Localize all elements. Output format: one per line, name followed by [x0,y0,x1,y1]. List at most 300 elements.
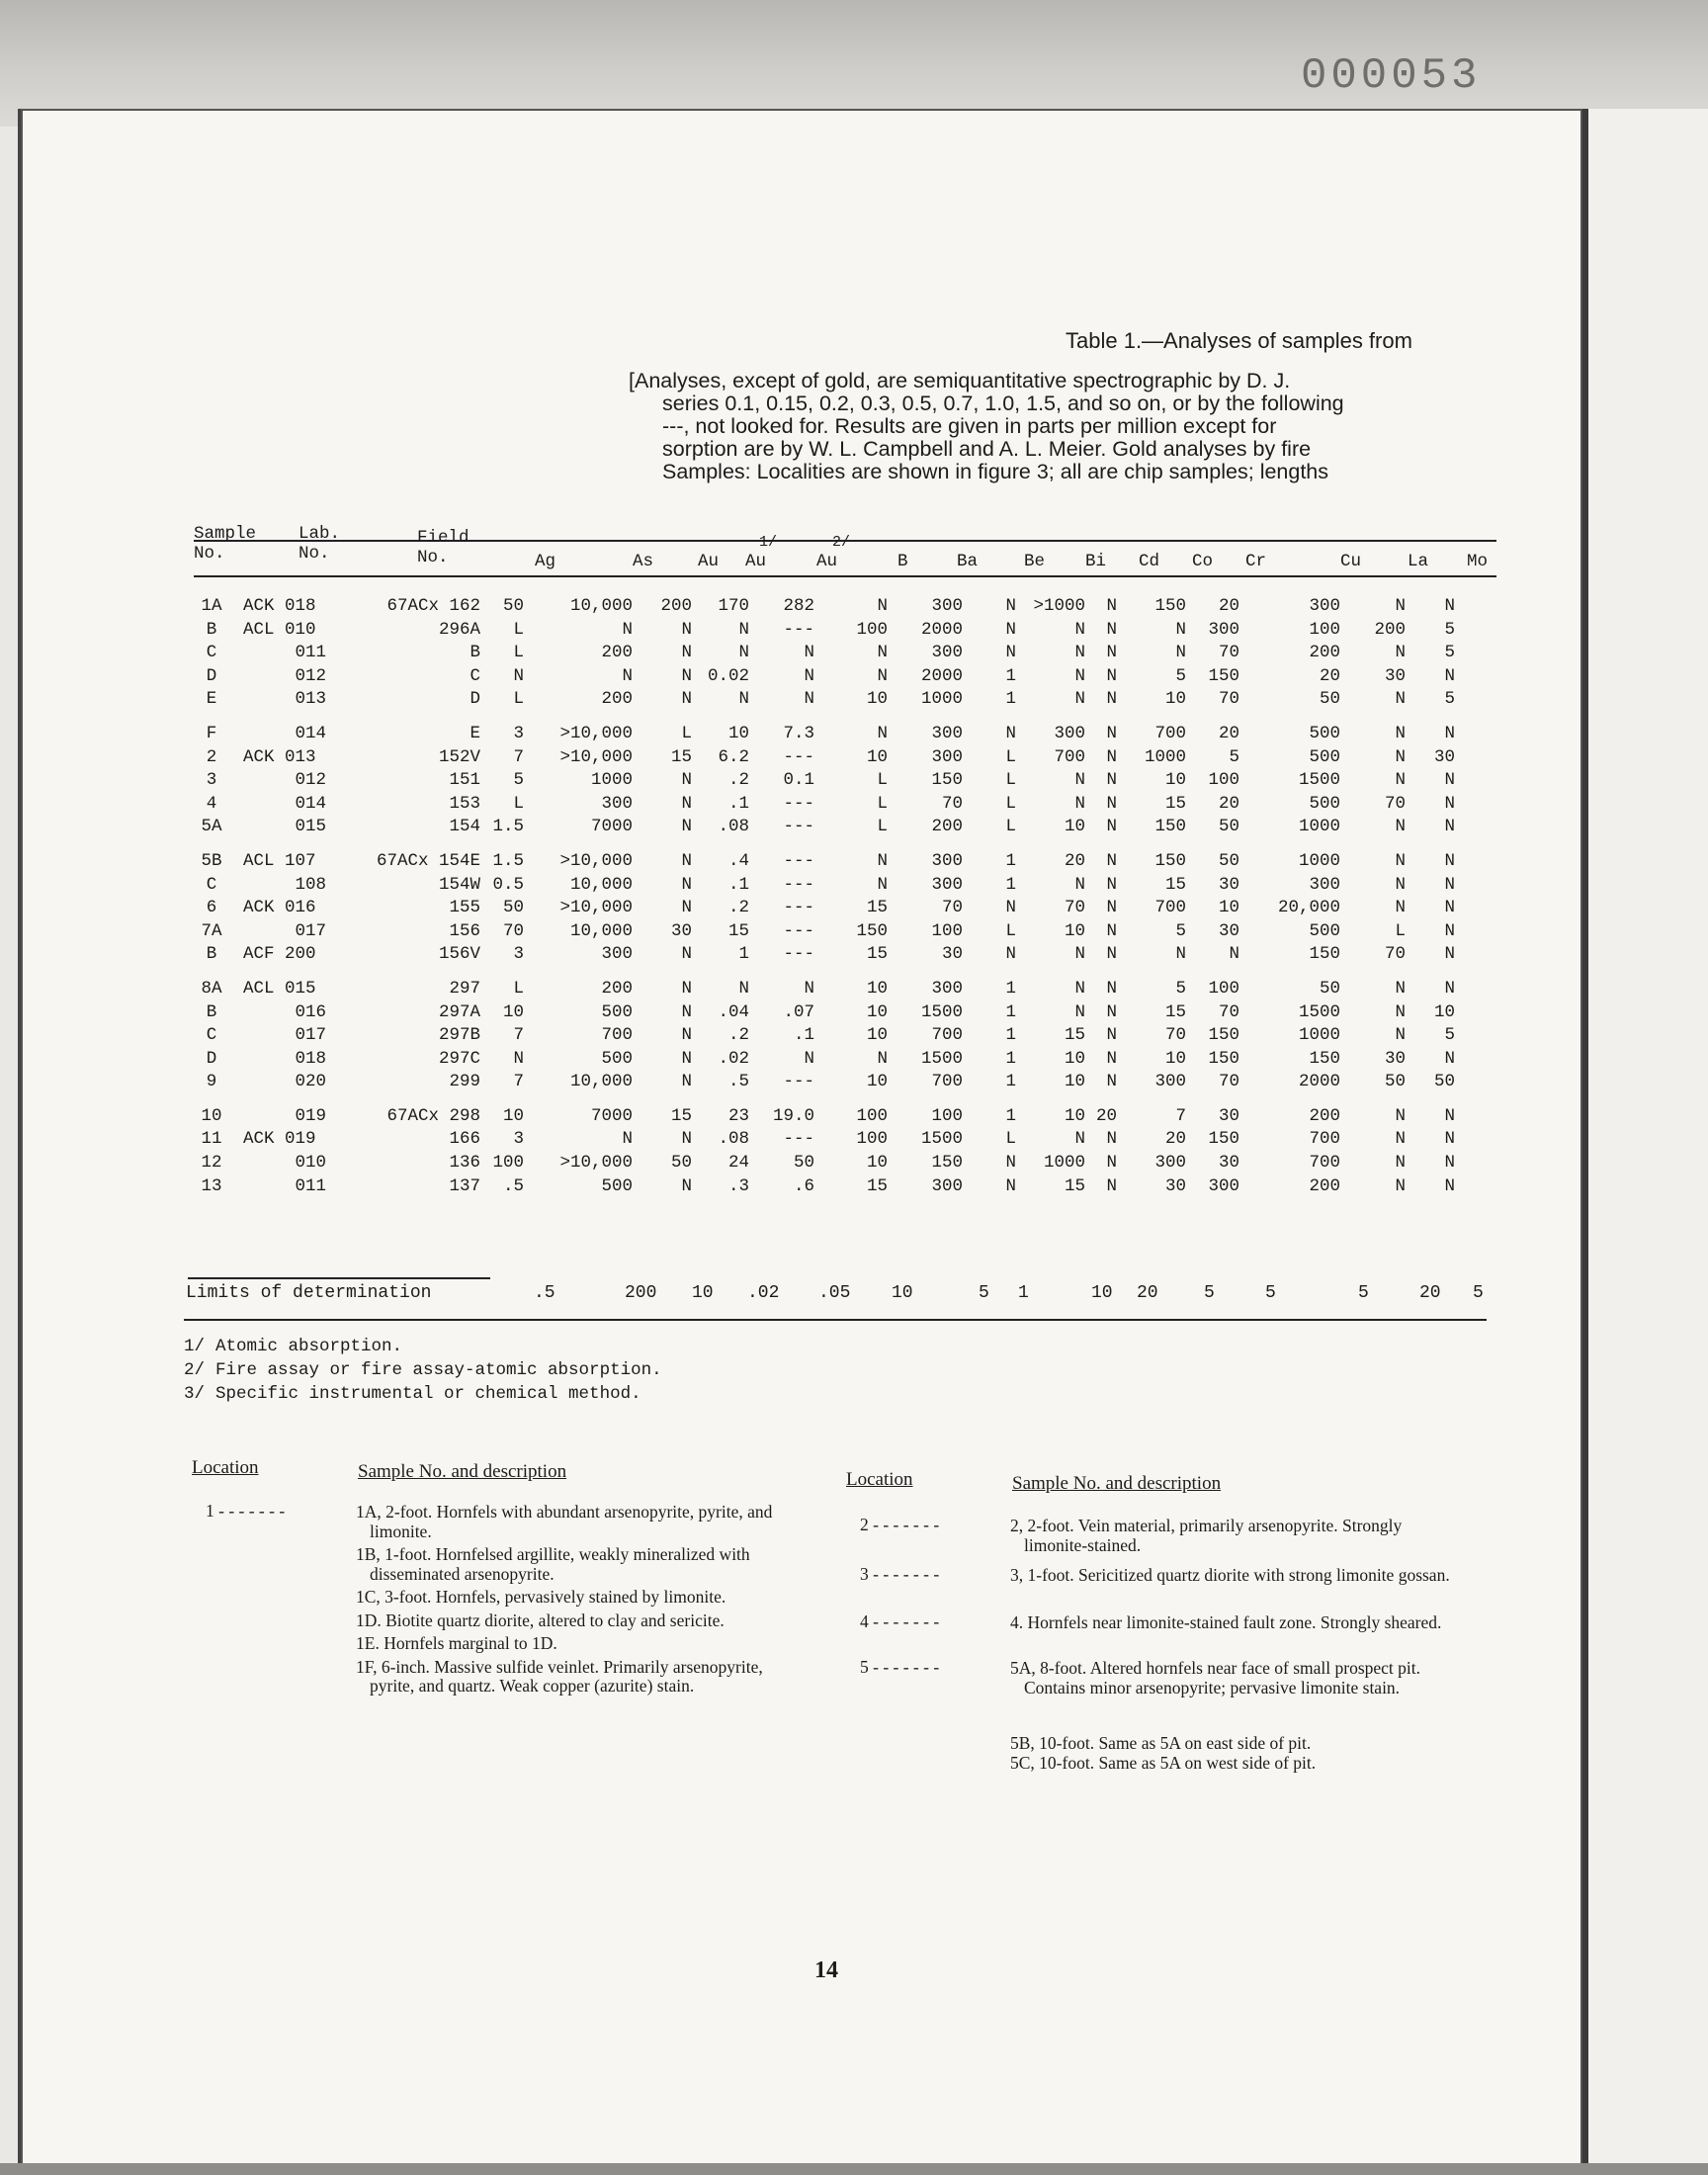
table-cell: N [681,1129,692,1150]
table-cell: N [622,1129,633,1150]
table-cell: 020 [295,1072,326,1092]
table-cell: 10 [1433,1001,1455,1022]
table-cell: 300 [931,1175,963,1196]
table-cell: N [1106,1175,1117,1196]
sample-description: 1B, 1-foot. Hornfelsed argillite, weakly mineralized with disseminated arsenopyrite. [356,1544,750,1584]
table-cell: 15 [1064,1025,1085,1046]
table-cell: 15 [670,746,692,767]
table-row [184,746,1459,770]
table-cell: 200 [1309,1105,1340,1126]
table-cell: 5 [1444,689,1455,710]
table-cell: N [1106,596,1117,616]
table-cell: 297B [438,1025,480,1046]
table-cell: 70 [1218,1001,1239,1022]
table-cell: 3 [513,944,524,965]
table-cell: 70 [1218,689,1239,710]
table-cell: N [1444,665,1455,686]
table-cell: 150 [1154,596,1186,616]
location-1-descriptions [356,1503,791,1700]
table-cell: 70 [1164,1025,1186,1046]
table-cell: L [877,817,888,837]
table-cell: 6.2 [718,746,749,767]
table-cell: 700 [931,1025,963,1046]
table-cell: N [1005,596,1016,616]
table-cell: 50 [1218,850,1239,871]
table-cell: 70 [941,898,963,918]
table-cell: 2 [206,746,217,767]
table-cell: L [681,723,692,743]
table-cell: N [1175,944,1186,965]
table-cell: 10 [866,746,888,767]
table-cell: N [1229,944,1239,965]
table-cell: N [1106,1048,1117,1069]
table-cell: B [470,643,480,663]
table-cell: .08 [718,1129,749,1150]
table-cell: 500 [1309,723,1340,743]
table-cell: 15 [866,1175,888,1196]
table-cell: N [1444,944,1455,965]
table-cell: 300 [931,874,963,895]
table-cell: N [1444,793,1455,814]
table-cell: 13 [201,1175,222,1196]
table-cell: --- [783,874,814,895]
table-cell: 014 [295,723,326,743]
table-cell: 15 [866,898,888,918]
table-cell: C [206,874,217,895]
table-cell: 30 [1218,1105,1239,1126]
table-cell: 50 [502,596,524,616]
table-cell: 30 [1218,1153,1239,1174]
table-cell: 100 [931,920,963,941]
table-cell: ACK 018 [243,596,316,616]
table-cell: N [1444,920,1455,941]
table-cell: N [1395,978,1406,999]
table-cell: 3 [206,770,217,791]
table-cell: 67ACx 298 [386,1105,480,1126]
table-cell: 5 [1444,1025,1455,1046]
table-cell: 1 [1005,665,1016,686]
table-row [184,943,1459,967]
table-cell: .1 [727,793,749,814]
header-cr-col: Cr [1245,552,1267,571]
table-cell: 7A [201,920,222,941]
table-cell: B [206,1001,217,1022]
header-sample: Sample No. [194,524,257,564]
table-cell: N [1074,770,1085,791]
table-row [184,1175,1459,1199]
table-row [184,816,1459,839]
limit-value: 5 [979,1283,989,1303]
sample-description: 1D. Biotite quartz diorite, altered to clay and sericite. [356,1610,725,1630]
table-cell: N [681,770,692,791]
table-cell: --- [783,944,814,965]
table-cell: 1 [1005,689,1016,710]
table-cell: 1000 [1043,1153,1085,1174]
table-cell: 300 [931,643,963,663]
table-cell: 15 [866,944,888,965]
table-cell: 10 [1064,1048,1085,1069]
table-cell: 50 [1384,1072,1406,1092]
table-cell: 152V [438,746,480,767]
table-cell: 1500 [1298,1001,1340,1022]
table-cell: --- [783,898,814,918]
table-cell: 10,000 [569,596,633,616]
table-cell: 156 [449,920,480,941]
table-cell: 50 [793,1153,814,1174]
location-description [1010,1754,1455,1778]
table-cell: 300 [931,850,963,871]
table-cell: 15 [1064,1175,1085,1196]
table-cell: 150 [1208,1025,1239,1046]
table-cell: N [622,665,633,686]
table-cell: 300 [1208,619,1239,640]
table-cell: 2000 [920,619,963,640]
footnote-3: 3/ Specific instrumental or chemical method. [184,1384,641,1404]
header-field: Field No. [417,528,470,567]
table-cell: N [1106,643,1117,663]
location-number: 5 - - - - - - - [860,1657,940,1677]
table-cell: 1500 [920,1001,963,1022]
header-lab: Lab. No. [299,524,341,564]
table-cell: 011 [295,643,326,663]
table-cell: 8A [201,978,222,999]
table-row [184,1128,1459,1152]
table-cell: .2 [727,770,749,791]
table-cell: 10 [502,1001,524,1022]
table-cell: 166 [449,1129,480,1150]
table-cell: 200 [601,643,633,663]
header-co-col: Co [1192,552,1214,571]
table-cell: 010 [295,1153,326,1174]
table-cell: N [1074,944,1085,965]
table-cell: N [738,643,749,663]
table-cell: N [681,898,692,918]
limit-value: 10 [892,1283,913,1303]
header-bi-col: Bi [1085,552,1107,571]
table-cell: 7 [513,1025,524,1046]
location-number: 4 - - - - - - - [860,1611,940,1631]
table-cell: ACF 200 [243,944,316,965]
location-description [1010,1659,1455,1701]
sample-description: 1E. Hornfels marginal to 1D. [356,1633,557,1653]
table-cell: 23 [727,1105,749,1126]
limit-value: .05 [818,1283,851,1303]
table-cell: 1.5 [492,817,524,837]
table-cell: --- [783,1072,814,1092]
table-cell: 7000 [590,817,633,837]
table-cell: .1 [727,874,749,895]
table-cell: 150 [1309,1048,1340,1069]
table-cell: 5 [1444,643,1455,663]
table-cell: 1 [1005,850,1016,871]
table-cell: .2 [727,1025,749,1046]
table-cell: 70 [941,793,963,814]
table-cell: 500 [1309,746,1340,767]
table-cell: N [1395,874,1406,895]
intro-line: series 0.1, 0.15, 0.2, 0.3, 0.5, 0.7, 1.0, 1.5, and so on, or by the following [662,392,1344,415]
table-cell: N [1106,850,1117,871]
table-cell: 200 [601,689,633,710]
footnote-2: 2/ Fire assay or fire assay-atomic absorption. [184,1360,662,1380]
table-cell: 012 [295,665,326,686]
table-cell: 12 [201,1153,222,1174]
table-cell: 282 [783,596,814,616]
table-cell: 100 [1309,619,1340,640]
table-cell: 297C [438,1048,480,1069]
table-cell: 300 [601,793,633,814]
table-cell: 300 [1154,1153,1186,1174]
table-cell: --- [783,793,814,814]
table-cell: N [738,619,749,640]
location-description [1010,1613,1455,1637]
table-cell: 150 [931,1153,963,1174]
table-cell: .6 [793,1175,814,1196]
table-cell: 67ACx 162 [386,596,480,616]
table-cell: N [1395,898,1406,918]
row-spacer [184,967,1459,978]
table-cell: L [1005,793,1016,814]
limit-value: .02 [747,1283,780,1303]
table-cell: --- [783,746,814,767]
analyses-table [184,595,1459,1198]
table-cell: 500 [601,1048,633,1069]
table-cell: N [1074,643,1085,663]
table-cell: N [1106,619,1117,640]
table-cell: 300 [1154,1072,1186,1092]
table-cell: 700 [1154,898,1186,918]
table-cell: L [877,793,888,814]
intro-line: sorption are by W. L. Campbell and A. L. Meier. Gold analyses by fire [662,437,1312,461]
table-cell: N [1395,596,1406,616]
table-cell: 150 [1154,817,1186,837]
table-cell: ACL 010 [243,619,316,640]
table-cell: N [1444,1153,1455,1174]
table-cell: 150 [1208,665,1239,686]
table-cell: 1000 [920,689,963,710]
table-cell: 154 [449,817,480,837]
table-cell: 150 [1154,850,1186,871]
table-cell: N [804,665,814,686]
table-cell: D [206,665,217,686]
table-cell: 30 [1218,920,1239,941]
limit-value: 10 [1091,1283,1113,1303]
table-cell: 7 [513,746,524,767]
table-cell: 170 [718,596,749,616]
table-row [184,619,1459,643]
table-cell: 0.1 [783,770,814,791]
table-cell: N [1444,874,1455,895]
table-cell: E [206,689,217,710]
table-cell: N [1106,689,1117,710]
header-la-col: La [1408,552,1429,571]
table-cell: N [1074,619,1085,640]
table-cell: 100 [856,619,888,640]
table-cell: 10 [1218,898,1239,918]
table-cell: 156V [438,944,480,965]
table-cell: N [681,1048,692,1069]
table-cell: 011 [295,1175,326,1196]
header-cu-col: Cu [1340,552,1362,571]
table-cell: N [1395,1001,1406,1022]
sample-description: 1A, 2-foot. Hornfels with abundant arsenopyrite, pyrite, and limonite. [356,1502,773,1541]
header-cd-col: Cd [1139,552,1160,571]
table-cell: 15 [1164,1001,1186,1022]
table-cell: N [1444,1048,1455,1069]
sample-description: 1F, 6-inch. Massive sulfide veinlet. Primarily arsenopyrite, pyrite, and quartz. Weak copper (azurite) stain. [356,1656,763,1696]
table-intro [629,370,1498,483]
table-cell: N [1395,1105,1406,1126]
sample-description: 5A, 8-foot. Altered hornfels near face of small prospect pit. Contains minor arsenopyrite; pervasive limonite stain. [1010,1658,1421,1697]
table-cell: .1 [793,1025,814,1046]
table-cell: 013 [295,689,326,710]
limit-value: 5 [1358,1283,1369,1303]
table-cell: N [681,1001,692,1022]
table-cell: N [681,1025,692,1046]
table-cell: 100 [856,1129,888,1150]
table-cell: N [513,665,524,686]
table-cell: 5 [1175,920,1186,941]
table-cell: 7 [1175,1105,1186,1126]
table-cell: 20 [1064,850,1085,871]
table-cell: 30 [941,944,963,965]
table-cell: 10 [1064,817,1085,837]
table-row [184,642,1459,665]
page-stamp: 000053 [1301,51,1482,101]
table-cell: L [513,793,524,814]
table-row [184,850,1459,874]
table-row [184,1071,1459,1094]
table-cell: N [1106,1025,1117,1046]
table-cell: 1000 [590,770,633,791]
table-cell: 3 [513,1129,524,1150]
table-cell: 1 [738,944,749,965]
table-cell: 5 [1175,665,1186,686]
table-cell: 10 [1164,1048,1186,1069]
table-cell: 10 [866,1153,888,1174]
table-cell: N [1444,770,1455,791]
table-cell: 20 [1319,665,1340,686]
table-cell: 11 [201,1129,222,1150]
scan-right-edge [1581,109,1708,2175]
table-cell: N [877,596,888,616]
table-cell: N [1444,850,1455,871]
table-cell: 30 [1384,665,1406,686]
table-cell: 7.3 [783,723,814,743]
header-footnote-mark: 1/ [759,534,778,551]
table-cell: 100 [492,1153,524,1174]
table-cell: 019 [295,1105,326,1126]
table-cell: N [1106,723,1117,743]
table-cell: N [1005,643,1016,663]
table-cell: N [1444,978,1455,999]
table-cell: 6 [206,898,217,918]
sample-description: 5B, 10-foot. Same as 5A on east side of pit. [1010,1733,1312,1753]
table-row [184,920,1459,944]
table-cell: 017 [295,920,326,941]
table-cell: N [681,689,692,710]
table-cell: 5 [1175,978,1186,999]
table-cell: N [1106,944,1117,965]
table-cell: .07 [783,1001,814,1022]
table-cell: L [1005,920,1016,941]
table-cell: B [206,944,217,965]
table-row [184,897,1459,920]
table-cell: N [804,643,814,663]
table-cell: 70 [1218,1072,1239,1092]
header-au-col: Au [745,552,767,571]
table-cell: N [681,1072,692,1092]
table-cell: 1500 [920,1129,963,1150]
table-cell: N [877,874,888,895]
table-cell: 018 [295,1048,326,1069]
table-cell: N [1005,944,1016,965]
table-cell: 10 [866,689,888,710]
table-row [184,595,1459,619]
table-cell: 30 [1433,746,1455,767]
table-cell: 20 [1164,1129,1186,1150]
table-cell: N [1444,1175,1455,1196]
table-cell: 10 [1064,920,1085,941]
table-cell: 15 [1164,793,1186,814]
table-cell: 100 [1208,978,1239,999]
table-cell: 1000 [1298,850,1340,871]
table-cell: 300 [601,944,633,965]
location-number: 1 - - - - - - - [206,1501,286,1521]
table-cell: N [1074,874,1085,895]
table-cell: N [738,978,749,999]
table-cell: C [206,1025,217,1046]
header-be-col: Be [1024,552,1046,571]
table-cell: 10 [866,978,888,999]
location-description [1010,1517,1455,1559]
table-cell: >10,000 [559,746,633,767]
table-cell: 10 [866,1025,888,1046]
table-cell: N [1074,1129,1085,1150]
table-cell: N [1444,596,1455,616]
table-cell: 1500 [1298,770,1340,791]
table-cell: 151 [449,770,480,791]
sample-description: 2, 2-foot. Vein material, primarily arsenopyrite. Strongly limonite-stained. [1010,1516,1403,1555]
table-cell: >10,000 [559,898,633,918]
table-row [184,793,1459,817]
table-cell: .2 [727,898,749,918]
table-cell: N [1395,817,1406,837]
table-cell: N [804,1048,814,1069]
table-cell: N [877,643,888,663]
table-row [184,723,1459,746]
table-cell: 70 [502,920,524,941]
table-cell: N [681,1175,692,1196]
row-spacer [184,712,1459,723]
table-cell: N [1106,1129,1117,1150]
table-cell: .5 [502,1175,524,1196]
table-cell: N [1106,770,1117,791]
table-cell: L [513,978,524,999]
table-cell: >10,000 [559,1153,633,1174]
table-row [184,1152,1459,1175]
table-cell: 30 [670,920,692,941]
table-cell: N [681,850,692,871]
sample-description: 5C, 10-foot. Same as 5A on west side of pit. [1010,1753,1317,1773]
header-mo-col: Mo [1467,552,1489,571]
table-cell: N [1395,770,1406,791]
limit-value: 5 [1265,1283,1276,1303]
table-cell: 1A [201,596,222,616]
table-cell: N [1395,850,1406,871]
table-cell: N [1444,1105,1455,1126]
table-cell: 24 [727,1153,749,1174]
table-cell: --- [783,1129,814,1150]
